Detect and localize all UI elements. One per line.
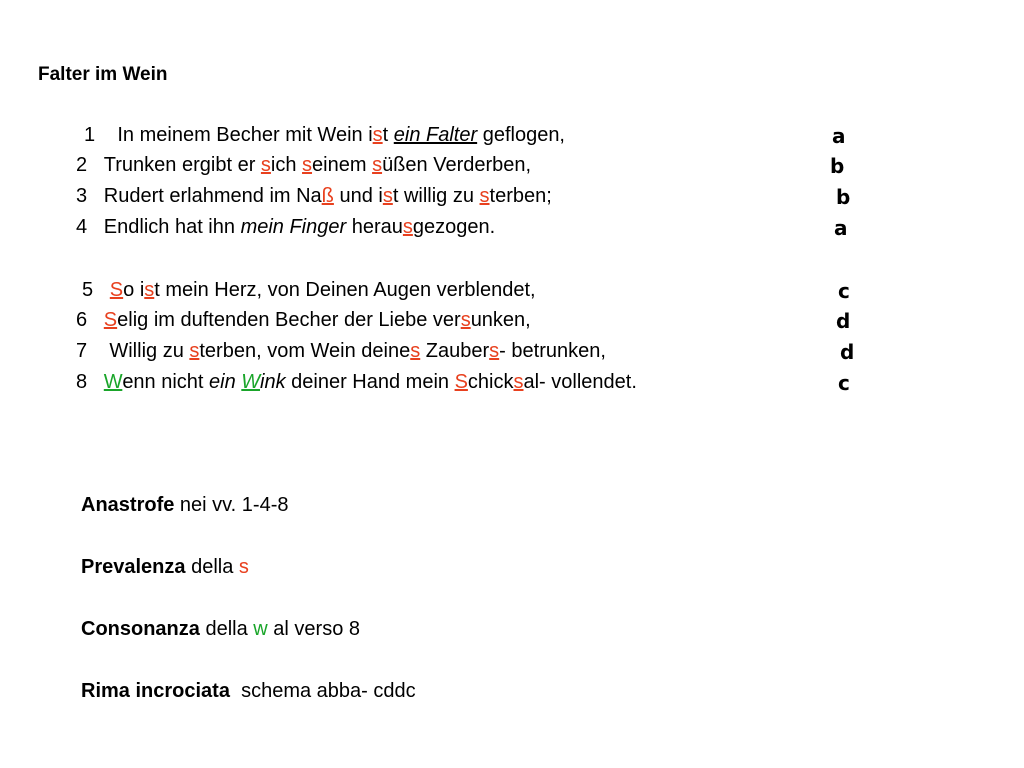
verse-text: herau [346, 216, 403, 238]
highlight-s: s [489, 340, 500, 362]
verse-text: t willig zu [392, 185, 480, 207]
note-accent-letter: w [253, 618, 268, 640]
verse-text: Willig zu [109, 340, 190, 362]
verse-italic: ein Falter [393, 124, 478, 146]
verse-line-7 [76, 340, 606, 363]
verse-text: einem [312, 154, 373, 176]
rhyme-letter: c [838, 279, 850, 303]
highlight-s: ß [321, 185, 334, 207]
verse-number: 6 [76, 309, 88, 331]
verse-text: unken, [470, 309, 531, 331]
verse-text: Rudert erlahmend im Na [103, 185, 322, 207]
verse-text: gezogen. [412, 216, 496, 238]
highlight-s: S [109, 279, 124, 301]
verse-text: t [382, 124, 394, 146]
verse-text: o i [123, 279, 145, 301]
poem-title: Falter im Wein [38, 64, 168, 85]
note-term: Rima incrociata [81, 680, 230, 702]
rhyme-letter: a [834, 216, 848, 240]
verse-number: 2 [76, 154, 88, 176]
verse-number: 3 [76, 185, 88, 207]
rhyme-letter: b [830, 154, 845, 178]
verse-italic: ein [209, 371, 242, 393]
verse-text: Endlich hat ihn [103, 216, 241, 238]
verse-line-2 [76, 154, 531, 177]
note-consonanza [81, 618, 360, 641]
verse-text: Zauber [420, 340, 490, 362]
verse-line-6 [76, 309, 531, 332]
verse-line-3 [76, 185, 552, 208]
highlight-s: s [479, 185, 490, 207]
verse-text: - betrunken, [499, 340, 606, 362]
highlight-s: s [260, 154, 271, 176]
verse-text: und i [333, 185, 383, 207]
highlight-s: s [372, 124, 383, 146]
note-anastrofe [81, 494, 288, 517]
highlight-w: W [103, 371, 123, 393]
rhyme-letter: d [840, 340, 855, 364]
verse-number: 8 [76, 371, 88, 393]
note-term: Anastrofe [81, 494, 175, 516]
note-accent-letter: s [238, 556, 249, 578]
verse-text: Trunken ergibt er [103, 154, 261, 176]
note-text: nei vv. 1-4-8 [174, 494, 289, 516]
highlight-s: s [513, 371, 524, 393]
note-text: della [185, 556, 239, 578]
note-rima [81, 680, 416, 703]
verse-text: ich [270, 154, 303, 176]
highlight-s: s [189, 340, 200, 362]
rhyme-letter: a [832, 124, 846, 148]
rhyme-letter: c [838, 371, 850, 395]
highlight-s: s [302, 154, 313, 176]
rhyme-letter: d [836, 309, 851, 333]
verse-text: terben, vom Wein deine [199, 340, 411, 362]
verse-number: 5 [82, 279, 94, 301]
highlight-s: s [382, 185, 393, 207]
highlight-s: s [402, 216, 413, 238]
note-text: schema abba- cddc [229, 680, 416, 702]
note-prevalenza [81, 556, 249, 579]
verse-number: 1 [84, 124, 96, 146]
highlight-s: S [103, 309, 118, 331]
verse-text: In meinem Becher mit Wein i [117, 124, 373, 146]
verse-text: geflogen, [477, 124, 565, 146]
verse-text: terben; [489, 185, 552, 207]
verse-italic: ink [260, 371, 286, 393]
verse-text: deiner Hand mein [285, 371, 455, 393]
verse-line-4 [76, 216, 495, 239]
verse-number: 4 [76, 216, 88, 238]
verse-number: 7 [76, 340, 88, 362]
verse-line-5 [82, 279, 536, 302]
note-text: al verso 8 [267, 618, 360, 640]
verse-text: al- vollendet. [523, 371, 637, 393]
rhyme-letter: b [836, 185, 851, 209]
highlight-s: s [460, 309, 471, 331]
highlight-w: W [241, 371, 260, 393]
verse-text: üßen Verderben, [382, 154, 532, 176]
highlight-s: s [410, 340, 421, 362]
verse-text: chick [467, 371, 514, 393]
highlight-s: S [454, 371, 468, 393]
highlight-s: s [372, 154, 383, 176]
note-text: della [199, 618, 254, 640]
highlight-s: s [144, 279, 155, 301]
verse-text: t mein Herz, von Deinen Augen verblendet, [154, 279, 536, 301]
note-term: Prevalenza [81, 556, 186, 578]
verse-text: enn nicht [122, 371, 210, 393]
verse-text: elig im duftenden Becher der Liebe ver [117, 309, 461, 331]
note-term: Consonanza [81, 618, 200, 640]
verse-line-1 [84, 124, 565, 147]
verse-italic: mein Finger [240, 216, 347, 238]
verse-line-8 [76, 371, 637, 394]
